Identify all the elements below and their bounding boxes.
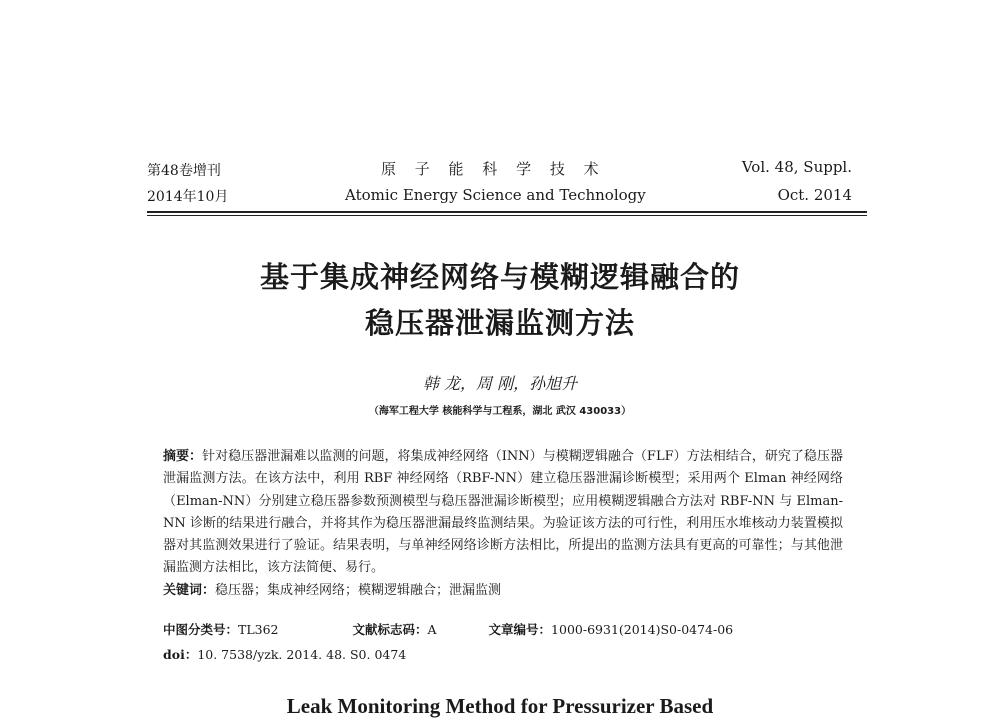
header-rule-bottom bbox=[147, 215, 867, 216]
doi-label: doi： bbox=[163, 647, 198, 662]
doc-code-value: A bbox=[427, 622, 437, 637]
date-cn: 2014年10月 bbox=[147, 189, 229, 205]
journal-name-cn: 原 子 能 科 学 技 术 bbox=[381, 160, 606, 178]
date-en: Oct. 2014 bbox=[777, 186, 852, 204]
affiliation: （海军工程大学 核能科学与工程系，湖北 武汉 430033） bbox=[368, 406, 632, 417]
abstract bbox=[163, 446, 843, 580]
doc-code-label: 文献标志码： bbox=[352, 622, 428, 637]
header-rule-top bbox=[147, 211, 867, 213]
abstract-label: 摘要： bbox=[163, 449, 203, 464]
keywords-label: 关键词： bbox=[163, 582, 216, 598]
clc-value: TL362 bbox=[238, 622, 279, 637]
keywords bbox=[163, 580, 843, 602]
classification-line bbox=[163, 620, 843, 638]
journal-name-en: Atomic Energy Science and Technology bbox=[345, 186, 646, 204]
abstract-text: 针对稳压器泄漏难以监测的问题，将集成神经网络（INN）与模糊逻辑融合（FLF）方法相结合，研究了稳压器泄漏监测方法。在该方法中，利用 RBF 神经网络（RBF-NN）建立稳压器泄漏诊断模型；采用两个 Elman 神经网络（Elman-NN）分别建立稳压器参数预测模型与稳压器泄漏诊断模型；应用模糊逻辑融合方法对 RBF-NN 与 Elman-NN 诊断的结果进行融合，并将其作为稳压器泄漏最终监测结果。为验证该方法的可行性，利用压水堆核动力装置模拟器对其监测效果进行了验证。结果表明，与单神经网络诊断方法相比，所提出的监测方法具有更高的可靠性；与其他泄漏监测方法相比，该方法简便、易行。 bbox=[163, 449, 843, 576]
keywords-text: 稳压器；集成神经网络；模糊逻辑融合；泄漏监测 bbox=[215, 582, 502, 598]
english-title: Leak Monitoring Method for Pressurizer Based bbox=[286, 694, 714, 718]
paper-title-line-2: 稳压器泄漏监测方法 bbox=[364, 306, 635, 340]
doi-line bbox=[163, 645, 406, 663]
volume-cn: 第48卷增刊 bbox=[147, 163, 221, 179]
volume-en: Vol. 48, Suppl. bbox=[741, 158, 852, 176]
clc-label: 中图分类号： bbox=[163, 622, 239, 637]
abstract-block bbox=[163, 446, 843, 602]
authors: 韩 龙，周 刚，孙旭升 bbox=[422, 374, 578, 393]
article-number-value: 1000-6931(2014)S0-0474-06 bbox=[551, 622, 734, 637]
article-number-label: 文章编号： bbox=[488, 622, 552, 637]
paper-title-line-1: 基于集成神经网络与模糊逻辑融合的 bbox=[259, 260, 740, 294]
doi-value: 10. 7538/yzk. 2014. 48. S0. 0474 bbox=[197, 647, 407, 662]
